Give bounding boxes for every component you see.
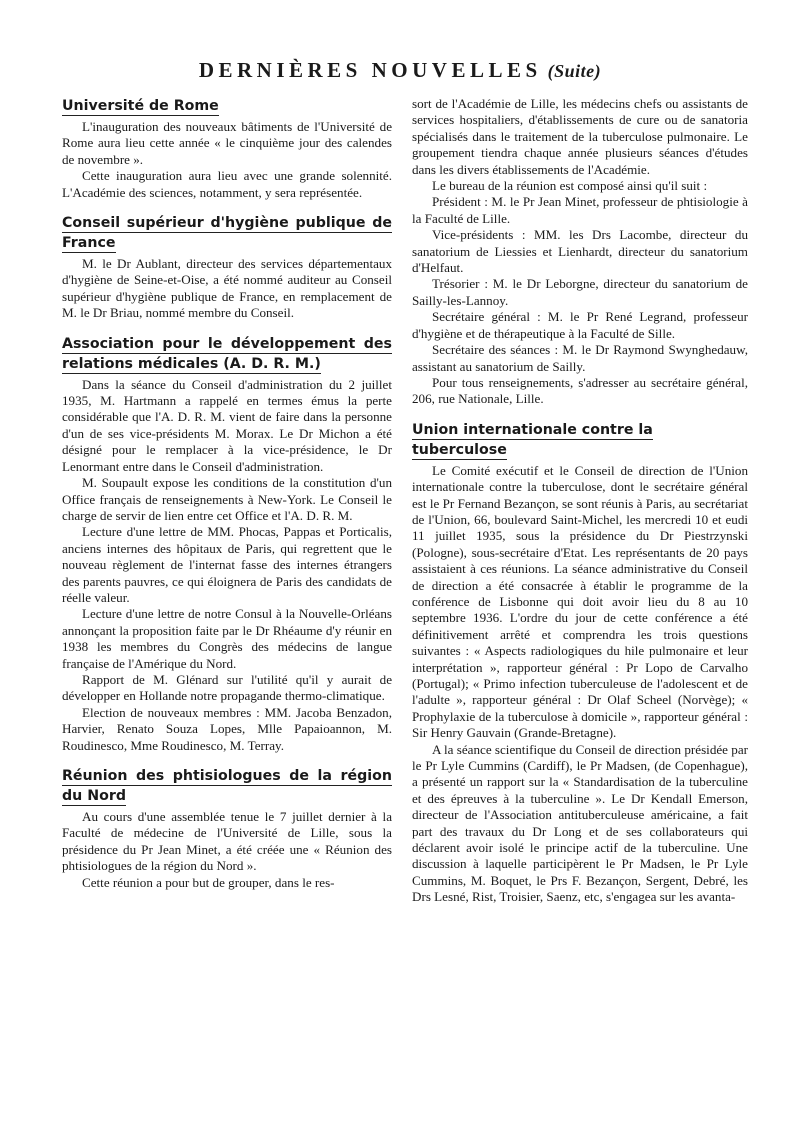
section-adrm [62, 334, 392, 754]
page-header [0, 58, 800, 83]
paragraph: M. le Dr Aublant, directeur des services départementaux d'hygiène de Seine-et-Oise, a été nommé auditeur au Conseil supérieur d'hygiène publique de France, en remplacement de M. le Dr Briau, nommé membre du Conseil. [62, 256, 392, 321]
section-union-internationale [412, 420, 748, 906]
section-title: Université de Rome [62, 98, 219, 114]
paragraph: Cette inauguration aura lieu avec une grande solennité. L'Académie des sciences, notamment, y sera représentée. [62, 168, 392, 200]
paragraph: L'inauguration des nouveaux bâtiments de l'Université de Rome aura lieu cette année « le cinquième jour des calendes de novembre ». [62, 119, 392, 167]
paragraph: Dans la séance du Conseil d'administration du 2 juillet 1935, M. Hartmann a rappelé en termes émus la perte considérable que l'A. D. R. M. vient de faire dans la personne d'un de ses vice-présidents M. Morax. Le Dr Michon a été désigné pour le remplacer à la vice-présidence, le Dr Lenormant entre dans le Conseil d'administration. [62, 376, 392, 474]
paragraph: Cette réunion a pour but de grouper, dans le res- [82, 874, 335, 890]
paragraph: Pour tous renseignements, s'adresser au secrétaire général, 206, rue Nationale, Lille. [412, 374, 748, 407]
paragraph: Secrétaire général : M. le Pr René Legrand, professeur d'hygiène et de thérapeutique à la Faculté de Sille. [412, 309, 748, 341]
paragraph: Le bureau de la réunion est composé ainsi qu'il suit : [432, 178, 708, 194]
paragraph: sort de l'Académie de Lille, les médecins chefs ou assistants de services hospitaliers, d'établissements de cure ou de sanatoria spécialisés dans le traitement de la tuberculose pulmonaire. Le groupement tiendra chaque année plusieurs séances d'études dans les divers établissements de l'Académie. [412, 96, 748, 177]
paragraph: Président : M. le Pr Jean Minet, professeur de phtisiologie à la Faculté de Lille. [412, 194, 748, 226]
section-title: Conseil supérieur d'hygiène publique de France [62, 215, 392, 252]
header-suite: (Suite) [547, 61, 602, 81]
section-title: Union internationale contre la tuberculose [412, 421, 653, 458]
paragraph: Rapport de M. Glénard sur l'utilité qu'il y aurait de développer en Hollande notre propagande thermo-climatique. [62, 671, 392, 704]
section-phtisiologues-nord [62, 766, 392, 891]
header-title: DERNIÈRES NOUVELLES [198, 58, 542, 82]
paragraph: Au cours d'une assemblée tenue le 7 juillet dernier à la Faculté de médecine de l'Université de Lille, sous la présidence du Pr Jean Minet, a été créée une « Réunion des phtisiologues de la région du Nord ». [62, 809, 392, 874]
paragraph: Le Comité exécutif et le Conseil de direction de l'Union internationale contre la tuberculose, dont le secrétaire général est le Pr Fernand Bezançon, se sont réunis à Paris, au secrétariat de l'Union, 66, boulevard Saint-Michel, les mercredi 10 et eudi 11 juillet 1935, sous la présidence du Dr Piestrzynski (Pologne), sous-secrétaire d'Etat. Les représentants de 20 pays assistaient à ces réunions. La séance administrative du Conseil de direction a été consacrée à établir le programme de la conférence de Lisbonne qui doit avoir lieu du 8 au 10 septembre 1936. L'ordre du jour de cette conférence a été définitivement arrêté et comprendra les trois questions suivantes : « Aspects radiologiques du hile pulmonaire et leur interprétation », rapporteur général : Pr Lopo de Carvalho (Portugal); « Primo infection tuberculeuse de l'adolescent et de l'adulte », rapporteur général : Dr Olaf Scheel (Norvège); « Prophylaxie de la tuberculose à domicile », rapporteur général : Sir Henry Gauvain (Grande-Bretagne). [412, 462, 748, 741]
paragraph: Lecture d'une lettre de notre Consul à la Nouvelle-Orléans annonçant la proposition faite par le Dr Rhéaume d'y réunir en 1938 les membres du Congrès des médecins de langue française de l'Amérique du Nord. [62, 606, 392, 671]
paragraph: Election de nouveaux membres : MM. Jacoba Benzadon, Harvier, Renato Souza Lopes, Mlle Papaioannon, M. Roudinesco, Mme Roudinesco, M. Terray. [62, 704, 392, 753]
paragraph: A la séance scientifique du Conseil de direction présidée par le Pr Lyle Cummins (Cardiff), le Pr Madsen, (de Copenhague), a présenté un rapport sur la « Standardisation de la tuberculine et des épreuves à la tuberculine ». Le Dr Kendall Emerson, directeur de l'Association antituberculeuse américaine, a fait part des travaux du Dr Long et de ses collaborateurs qui déclarent avoir isolé le principe actif de la tuberculine. Une discussion à laquelle participèrent le Pr Madsen, le Pr Lyle Cummins, M. Boquet, le Prs F. Bezançon, Sergent, Debré, les Drs Lesné, Rist, Troisier, Saenz, etc, s'engagea sur les avanta- [412, 741, 748, 905]
section-conseil-hygiene [62, 213, 392, 322]
paragraph: Secrétaire des séances : M. le Dr Raymond Swynghedauw, assistant au sanatorium de Sailly. [412, 342, 748, 374]
paragraph: M. Soupault expose les conditions de la constitution d'un Office français de renseignements à New-York. Le Conseil le charge de servir de lien entre cet Office et l'A. D. R. M. [62, 475, 392, 523]
paragraph: Lecture d'une lettre de MM. Phocas, Pappas et Porticalis, anciens internes des hôpitaux de Paris, qui regrettent que le nouveau règlement de l'internat fasse des internes étrangers des parents pauvres, ce qui éloignera de Paris des candidats de réelle valeur. [62, 524, 392, 605]
section-title: Association pour le développement des relations médicales (A. D. R. M.) [62, 335, 392, 372]
section-universite-rome [62, 96, 392, 201]
section-phtisiologues-continued [412, 96, 748, 408]
paragraph: Trésorier : M. le Dr Leborgne, directeur du sanatorium de Sailly-les-Lannoy. [412, 276, 748, 308]
section-title: Réunion des phtisiologues de la région du Nord [62, 768, 392, 804]
left-column [62, 96, 392, 891]
paragraph: Vice-présidents : MM. les Drs Lacombe, directeur du sanatorium de Liessies et Lienhardt, directeur du sanatorium d'Helfaut. [412, 227, 748, 276]
right-column [412, 96, 748, 906]
